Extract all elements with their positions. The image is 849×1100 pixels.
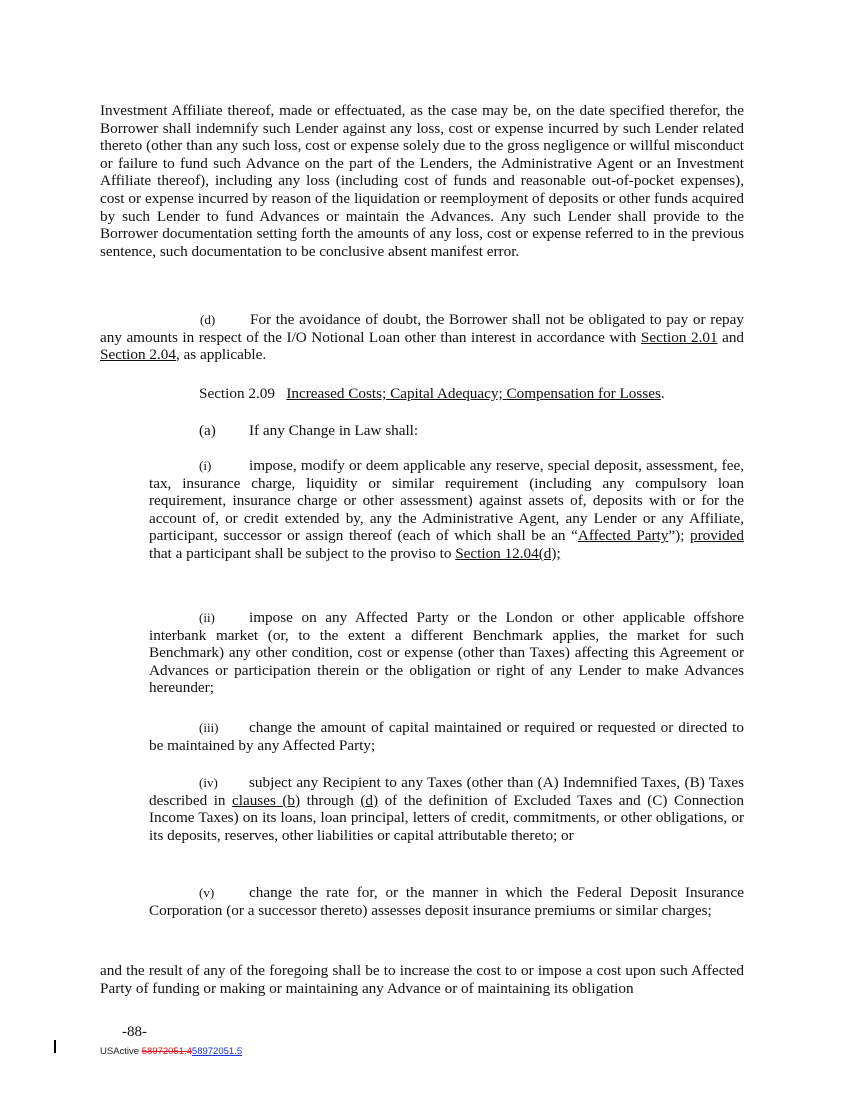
paragraph-text: subject any Recipient to any Taxes (other than (A) Indemnified Taxes, (B) Taxes described in xyxy=(149,774,744,809)
paragraph-text: that a participant shall be subject to the proviso to xyxy=(149,544,456,562)
paragraph-text: If any Change in Law shall: xyxy=(249,422,419,439)
paragraph-text: change the amount of capital maintained or required or requested or directed to be maintained by any Affected Party; xyxy=(149,719,744,754)
subclause-ii xyxy=(149,609,744,697)
paragraph-text: through xyxy=(300,791,361,809)
paragraph-d xyxy=(100,311,744,364)
document-footer xyxy=(100,1043,242,1061)
subclause-iii xyxy=(149,719,744,754)
clause-label: (v) xyxy=(199,885,215,900)
clause-label: (i) xyxy=(199,458,212,473)
paragraph-text: and xyxy=(717,328,745,346)
section-reference: Section 2.01 xyxy=(640,328,718,346)
clause-a xyxy=(199,422,759,440)
paragraph-text: and the result of any of the foregoing shall be to increase the cost to or impose a cost upon such Affected Party of funding or making or maintaining any Advance or of maintaining its obligation xyxy=(100,962,744,997)
section-title-period: . xyxy=(660,385,665,402)
subclause-i xyxy=(149,457,744,563)
paragraph-text: impose, modify or deem applicable any reserve, special deposit, assessment, fee, tax, insurance charge, liquidity or similar requirement (including any compulsory loan requirement, insurance charge or other assessment) against assets of, deposits with or for the account of, or credit extended by, any the Administrative Agent, any Lender or any Affiliate, participant, successor or assign thereof (each of which shall be an “ xyxy=(149,457,744,545)
paragraph-text: , as applicable. xyxy=(175,346,267,364)
defined-term: Affected Party xyxy=(577,527,669,545)
clause-label: (d) xyxy=(200,312,216,327)
section-number: Section 2.09 xyxy=(199,385,275,402)
section-title: Increased Costs; Capital Adequacy; Compensation for Losses xyxy=(286,385,661,402)
change-bar xyxy=(54,1040,56,1053)
section-reference: Section 12.04(d); xyxy=(455,544,561,562)
subclause-iv xyxy=(149,774,744,844)
clause-label: (iii) xyxy=(199,720,219,735)
clause-label: (a) xyxy=(199,422,216,439)
page-number: -88- xyxy=(122,1024,147,1040)
section-heading xyxy=(199,385,759,403)
clause-reference: (d) xyxy=(360,791,379,809)
paragraph-text: Investment Affiliate thereof, made or effectuated, as the case may be, on the date specified therefor, the Borrower shall indemnify such Lender against any loss, cost or expense incurred by such Lender related thereto (other than any such loss, cost or expense solely due to the gross negligence or willful misconduct or failure to fund such Advance on the part of the Lenders, the Administrative Agent or an Investment Affiliate thereof), including any loss (including cost of funds and reasonable out-of-pocket expenses), cost or expense incurred by reason of the liquidation or reemployment of deposits or other funds acquired by such Lender to fund Advances or maintain the Advances. Any such Lender shall provide to the Borrower documentation setting forth the amounts of any loss, cost or expense referred to in the previous sentence, such documentation to be conclusive absent manifest error. xyxy=(100,102,744,260)
paragraph-result xyxy=(100,962,744,997)
paragraph-text: impose on any Affected Party or the London or other applicable offshore interbank market (or, to the extent a different Benchmark applies, the market for such Benchmark) any other condition, cost or expense (other than Taxes) affecting this Agreement or Advances or participation therein or the obligation or right of any Lender to make Advances hereunder; xyxy=(149,609,744,697)
proviso-term: provided xyxy=(690,527,745,545)
clause-label: (ii) xyxy=(199,610,215,625)
paragraph-text: ”); xyxy=(668,527,691,545)
subclause-v xyxy=(149,884,744,919)
clause-reference: clauses (b) xyxy=(232,791,301,809)
clause-label: (iv) xyxy=(199,775,218,790)
section-reference: Section 2.04 xyxy=(100,346,176,364)
deleted-doc-id: 58972051.4 xyxy=(141,1046,192,1057)
paragraph-text: For the avoidance of doubt, the Borrower shall not be obligated to pay or repay any amounts in respect of the I/O Notional Loan other than interest in accordance with xyxy=(100,311,744,346)
paragraph-text: of the definition of Excluded Taxes and (C) Connection Income Taxes) on its loans, loan principal, letters of credit, commitments, or other obligations, or its deposits, reserves, other liabilities or capital attributable thereto; or xyxy=(149,791,744,844)
paragraph-text: change the rate for, or the manner in which the Federal Deposit Insurance Corporation (or a successor thereto) assesses deposit insurance premiums or similar charges; xyxy=(149,884,744,919)
paragraph-continuation xyxy=(100,102,744,260)
inserted-doc-id: 58972051.5 xyxy=(191,1046,243,1057)
footer-prefix: USActive xyxy=(100,1046,142,1057)
